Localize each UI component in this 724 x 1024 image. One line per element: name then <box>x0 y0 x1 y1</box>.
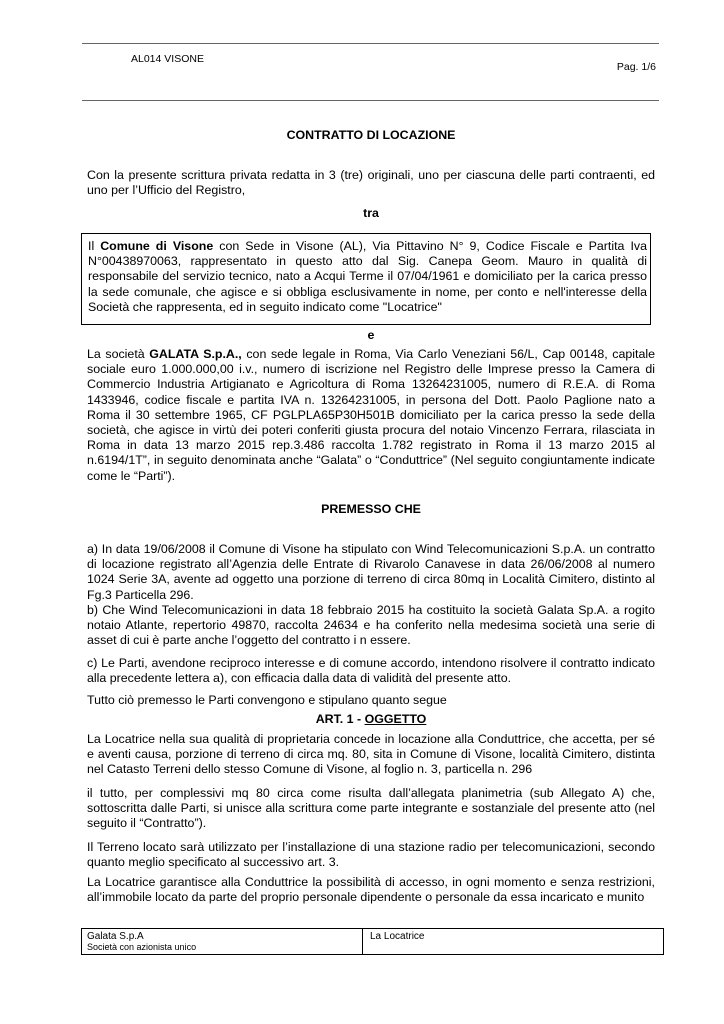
conduttrice-name: GALATA S.p.A., <box>149 347 242 361</box>
art1-para-2: il tutto, per complessivi mq 80 circa come risulta dall’allegata planimetria (sub Allegato A) che, sottoscritta dalle Parti, si unisce alla scrittura come parte integrante e sostanziale del presente atto (nel seguito il “Contratto”). <box>87 786 655 831</box>
conduttrice-paragraph <box>87 347 655 484</box>
document-title: CONTRATTO DI LOCAZIONE <box>286 128 456 142</box>
header-bottom-rule <box>82 100 659 101</box>
locatrice-details: con Sede in Visone (AL), Via Pittavino N° 9, Codice Fiscale e Partita Iva N°00438970063, rappresentato in questo atto dal Sig. Canepa Geom. Mauro in qualità di responsabile del servizio tecnico, nato a Acqui Terme il 07/04/1961 e domiciliato per la carica presso la sede comunale, che agisce e si obbliga esclusivamente in nome, per conto e nell'interesse della Società che rappresenta, ed in seguito indicato come "Locatrice" <box>88 239 647 314</box>
premessa-a: a) In data 19/06/2008 il Comune di Visone ha stipulato con Wind Telecomunicazioni S.p.A. un contratto di locazione registrato all’Agenzia delle Entrate di Rivarolo Canavese in data 26/06/2008 al numero 1024 Serie 3A, avente ad oggetto una porzione di terreno di circa 80mq in Località Cimitero, distinto al Fg.3 Particella 296. <box>87 542 655 602</box>
document-code: AL014 VISONE <box>131 53 204 65</box>
art1-para-1: La Locatrice nella sua qualità di proprietaria concede in locazione alla Conduttrice, che accetta, per sé e aventi causa, porzione di terreno di circa mq. 80, sita in Comune di Visone, località Cimitero, distinta nel Catasto Terreni dello stesso Comune di Visone, al foglio n. 3, particella n. 296 <box>87 732 655 777</box>
footer-table <box>81 928 664 955</box>
footer-company: Galata S.p.A <box>87 931 144 942</box>
tutto-premesso: Tutto ciò premesso le Parti convengono e stipulano quanto segue <box>87 693 447 707</box>
intro-paragraph: Con la presente scrittura privata redatta in 3 (tre) originali, uno per ciascuna delle parti contraenti, ed uno per l’Ufficio del Registro, <box>87 168 655 198</box>
premessa-c: c) Le Parti, avendone reciproco interesse e di comune accordo, intendono risolvere il contratto indicato alla precedente lettera a), con efficacia dalla data di validità del presente atto. <box>87 656 655 686</box>
box-prefix: Il <box>88 239 101 253</box>
header-top-rule <box>82 43 659 44</box>
premessa-b: b) Che Wind Telecomunicazioni in data 18 febbraio 2015 ha costituito la società Galata Sp.A. a rogito notaio Atlante, repertorio 49870, raccolta 24634 e ha conferito nella medesima società una serie di asset di cui è parte anche l’oggetto del contratto i n essere. <box>87 603 655 648</box>
tra-separator: tra <box>363 206 379 220</box>
galata-prefix: La società <box>87 347 150 361</box>
art1-heading <box>87 712 655 727</box>
locatrice-box <box>81 233 651 325</box>
footer-company-note: Società con azionista unico <box>87 942 197 952</box>
conduttrice-details: con sede legale in Roma, Via Carlo Veneziani 56/L, Cap 00148, capitale sociale euro 1.000.000,00 i.v., numero di iscrizione nel Registro delle Imprese presso la Camera di Commercio Industria Artigianato e Agricoltura di Roma 13264231005, numero di R.E.A. di Roma 1433946, codice fiscale e partita IVA n. 13264231005, in persona del Dott. Paolo Paglione nato a Roma il 30 settembre 1965, CF PGLPLA65P30H501B domiciliato per la carica presso la sede della società, che agisce in virtù dei poteri conferiti giusta procura del notaio Vincenzo Ferrara, rilasciata in Roma in data 13 marzo 2015 rep.3.486 raccolta 1.782 registrato in Roma il 13 marzo 2015 al n.6194/1T”, in seguito denominata anche “Galata” o “Conduttrice” (Nel seguito congiuntamente indicate come le “Parti”). <box>87 347 655 483</box>
locatrice-name: Comune di Visone <box>100 239 214 253</box>
art1-number: ART. 1 <box>315 712 354 726</box>
art1-para-4: La Locatrice garantisce alla Conduttrice la possibilità di accesso, in ogni momento e senza restrizioni, all’immobile locato da parte del proprio personale dipendente o personale da essa incaricato e munito <box>87 875 655 905</box>
page-number: Pag. 1/6 <box>616 61 656 73</box>
art1-title: OGGETTO <box>364 712 427 726</box>
e-separator: e <box>367 328 375 342</box>
footer-left-cell <box>82 929 363 954</box>
art1-para-3: Il Terreno locato sarà utilizzato per l’installazione di una stazione radio per telecomunicazioni, secondo quanto meglio specificato al successivo art. 3. <box>87 840 655 870</box>
premesso-heading: PREMESSO CHE <box>321 502 421 516</box>
footer-right-cell: La Locatrice <box>370 931 425 942</box>
art1-sep: - <box>353 712 365 726</box>
